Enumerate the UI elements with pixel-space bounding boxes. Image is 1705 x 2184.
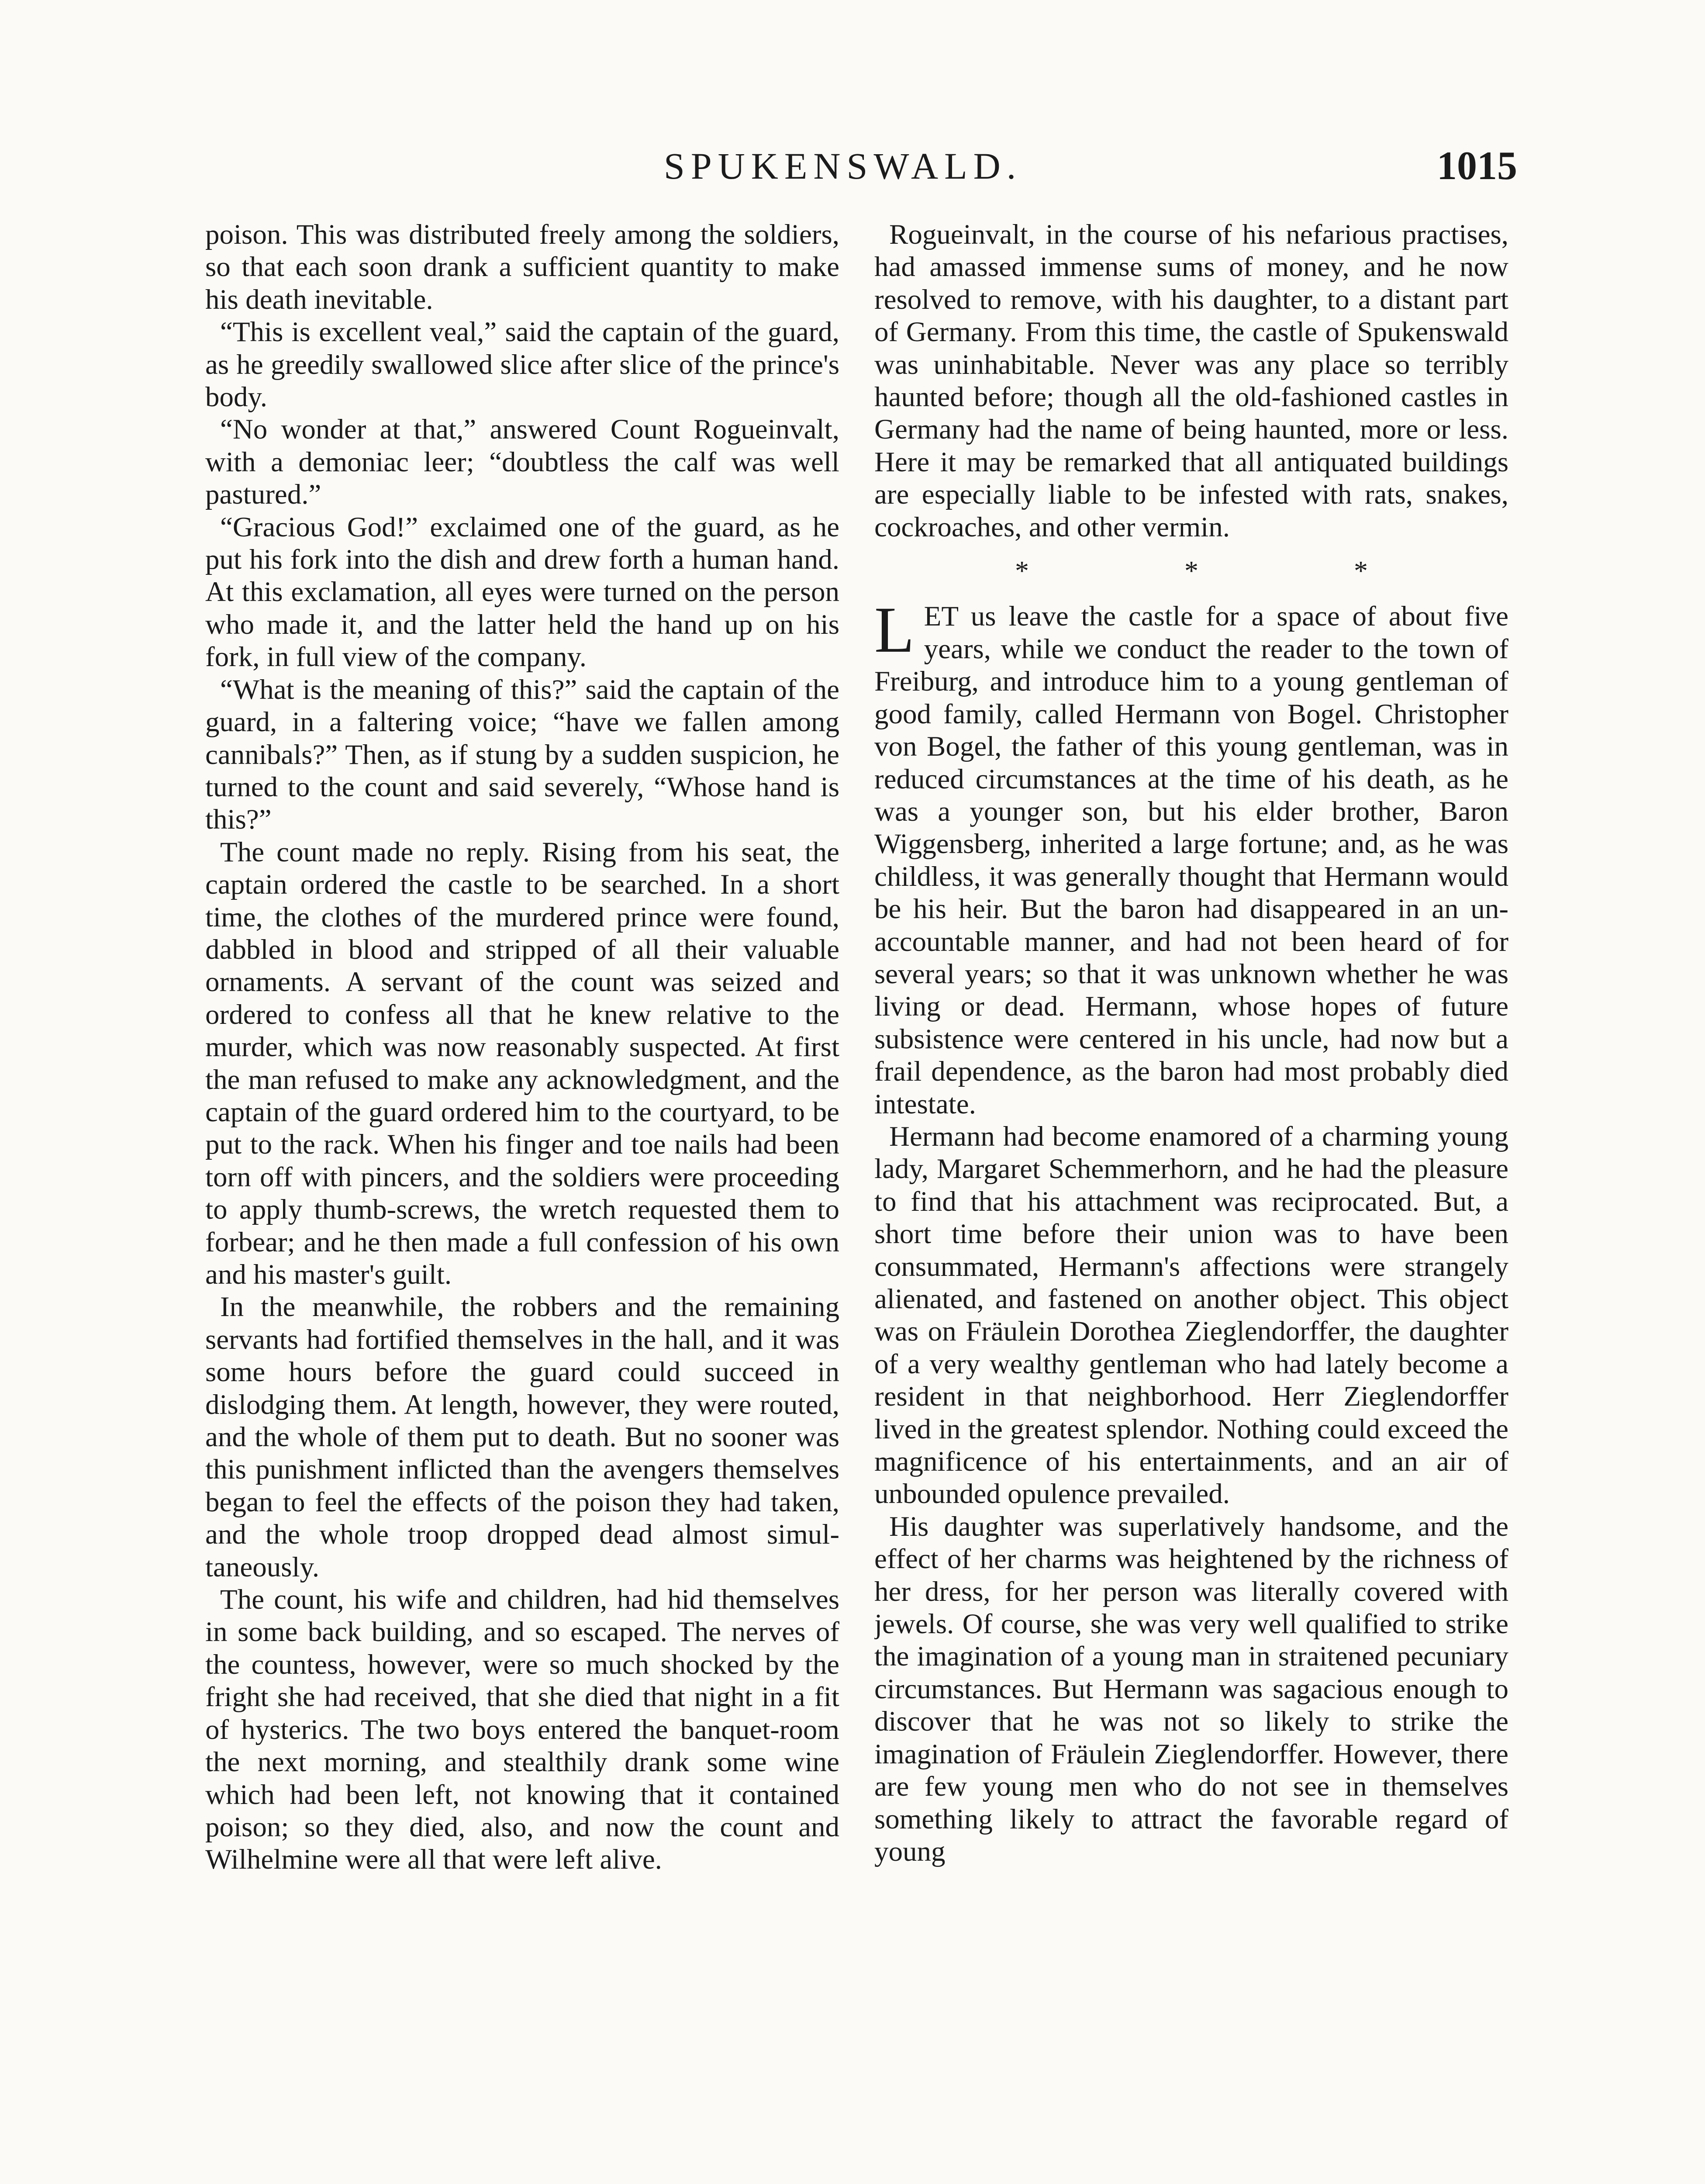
drop-cap-paragraph: [874, 594, 1508, 1120]
paragraph: The count, his wife and children, had hid themselves in some back building, and so escaped. The nerves of the countess, however, were so much shocked by the fright she had received, that she died that night in a fit of hysterics. The two boys entered the banquet-room the next morning, and stealthily drank some wine which had been left, not knowing that it contained poison; so they died, also, and now the count and Wilhelmine were all that were left alive.: [205, 1584, 839, 1876]
left-column: [205, 218, 839, 2184]
paragraph: In the meanwhile, the robbers and the remaining servants had fortified themselves in the hall, and it was some hours before the guard could succeed in dislodging them. At length, however, they were routed, and the whole of them put to death. But no sooner was this punishment inflicted than the avengers themselves began to feel the effects of the poison they had taken, and the whole troop dropped dead almost simultaneously.: [205, 1291, 839, 1583]
paragraph: “What is the meaning of this?” said the captain of the guard, in a faltering voice; “have we fallen among cannibals?” Then, as if stung by a sudden suspicion, he turned to the count and said severely, “Whose hand is this?”: [205, 674, 839, 836]
running-title: SPUKENSWALD.: [664, 145, 1022, 187]
paragraph-text: ET us leave the castle for a space of about five years, while we conduct the reader to the town of Freiburg, and introduce him to a young gentleman of good family, called Hermann von Bogel. Christopher von Bogel, the father of this young gentleman, was in reduced circumstances at the time of his death, as he was a younger son, but his elder brother, Baron Wiggensberg, inherited a large fortune; and, as he was childless, it was generally thought that Hermann would be his heir. But the baron had disappeared in an unaccountable manner, and had not been heard of for several years; so that it was unknown whether he was living or dead. Hermann, whose hopes of future subsistence were centered in his uncle, had now but a frail dependence, as the baron had most probably died intestate.: [874, 601, 1508, 1120]
paragraph: “Gracious God!” exclaimed one of the guard, as he put his fork into the dish and drew forth a human hand. At this exclamation, all eyes were turned on the person who made it, and the latter held the hand up on his fork, in full view of the company.: [205, 511, 839, 673]
section-break: * * *: [1015, 555, 1442, 587]
paragraph: “This is excellent veal,” said the captain of the guard, as he greedily swallowed slice after slice of the prince's body.: [205, 316, 839, 413]
paragraph: “No wonder at that,” answered Count Rogueinvalt, with a demoniac leer; “doubtless the calf was well pastured.”: [205, 414, 839, 511]
paragraph: His daughter was superlatively handsome, and the effect of her charms was heightened by the richness of her dress, for her person was literally covered with jewels. Of course, she was very well qualified to strike the imagination of a young man in straitened pecuniary circumstances. But Hermann was sagacious enough to discover that he was not so likely to strike the imagination of Fräulein Zieglendorffer. However, there are few young men who do not see in themselves something likely to attract the favorable regard of young: [874, 1510, 1508, 1867]
paragraph: Rogueinvalt, in the course of his nefarious practises, had amassed immense sums of money, and he now resolved to remove, with his daughter, to a distant part of Germany. From this time, the castle of Spukenswald was uninhabitable. Never was any place so terribly haunted before; though all the old-fashioned castles in Germany had the name of being haunted, more or less. Here it may be remarked that all antiquated buildings are especially liable to be infested with rats, snakes, cockroaches, and other vermin.: [874, 219, 1508, 543]
page-header: [0, 144, 1705, 197]
drop-cap-letter: L: [874, 594, 915, 667]
paragraph: The count made no reply. Rising from his seat, the captain ordered the castle to be searched. In a short time, the clothes of the murdered prince were found, dabbled in blood and stripped of all their valuable ornaments. A servant of the count was seized and ordered to confess all that he knew relative to the murder, which was now reasonably suspected. At first the man refused to make any acknowledgment, and the captain of the guard ordered him to the courtyard, to be put to the rack. When his finger and toe nails had been torn off with pincers, and the soldiers were proceeding to apply thumb-screws, the wretch requested them to forbear; and he then made a full confession of his own and his master's guilt.: [205, 836, 839, 1290]
paragraph: poison. This was distributed freely among the soldiers, so that each soon drank a sufficient quantity to make his death inevitable.: [205, 219, 839, 315]
paragraph: Hermann had become enamored of a charming young lady, Margaret Schemmerhorn, and he had the pleasure to find that his attachment was reciprocated. But, a short time before their union was to have been consummated, Hermann's affections were strangely alienated, and fastened on another object. This object was on Fräulein Dorothea Zieglendorffer, the daughter of a very wealthy gentleman who had lately become a resident in that neighborhood. Herr Zieglendorffer lived in the greatest splendor. Nothing could exceed the magnificence of his entertainments, and an air of unbounded opulence prevailed.: [874, 1120, 1508, 1510]
page-number: 1015: [1437, 143, 1517, 188]
right-column: [874, 218, 1508, 2184]
